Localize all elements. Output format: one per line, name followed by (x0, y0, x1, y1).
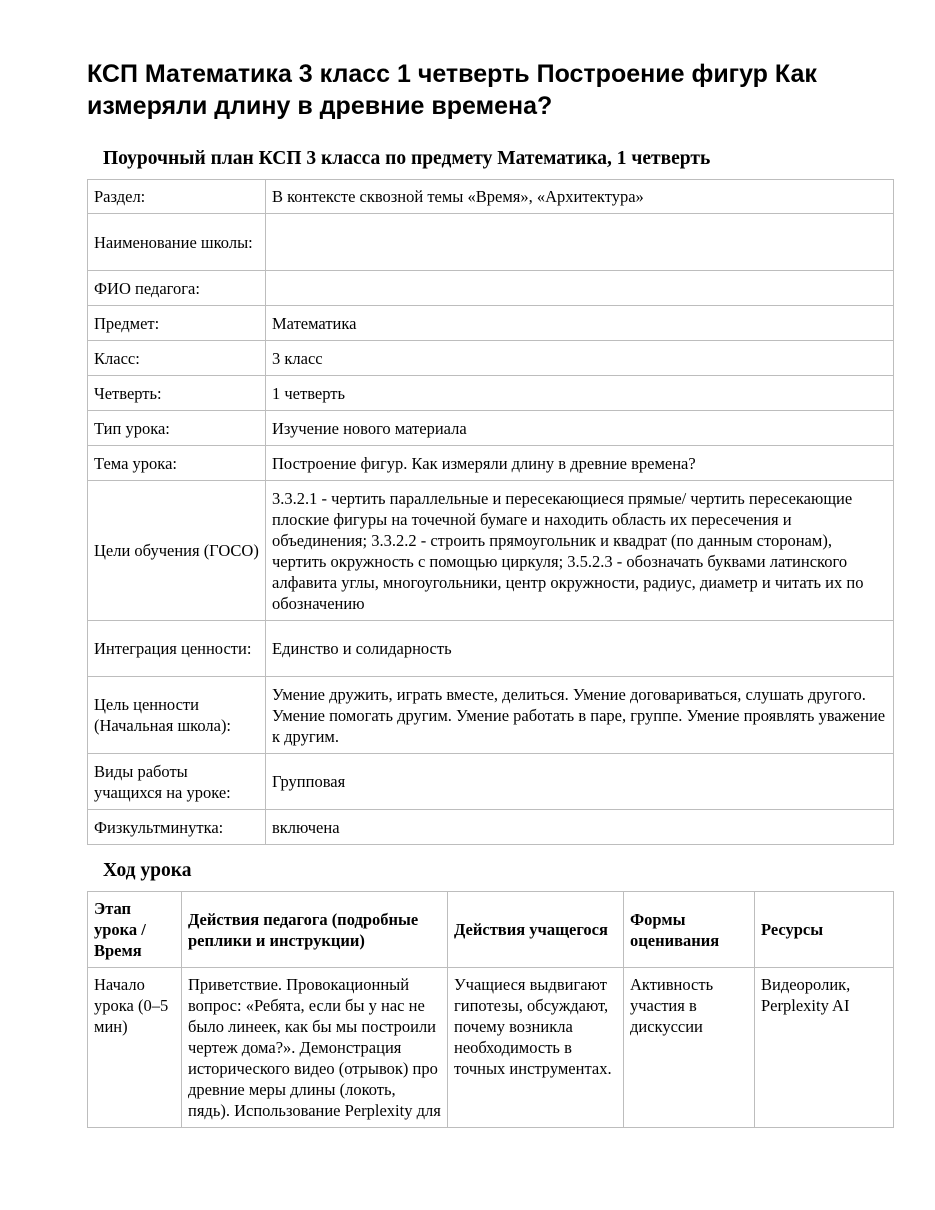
lesson-cell: Приветствие. Провокационный вопрос: «Ребята, если бы у нас не было линеек, как бы мы построили чертеж дома?». Демонстрация исторического видео (отрывок) про древние меры длины (локоть, пядь). Использование Perplexity для (182, 968, 448, 1128)
info-row (88, 677, 894, 754)
info-row (88, 411, 894, 446)
info-value: Математика (266, 306, 894, 341)
lesson-column-header: Формы оценивания (624, 892, 755, 968)
lesson-cell: Активность участия в дискуссии (624, 968, 755, 1128)
info-row (88, 621, 894, 677)
info-label: Цели обучения (ГОСО) (88, 481, 266, 621)
info-value: Умение дружить, играть вместе, делиться. Умение договариваться, слушать другого. Умение помогать другим. Умение работать в паре, группе. Умение проявлять уважение к другим. (266, 677, 894, 754)
info-label: Предмет: (88, 306, 266, 341)
info-label: Цель ценности (Начальная школа): (88, 677, 266, 754)
info-label: Тип урока: (88, 411, 266, 446)
plan-heading-block (87, 147, 893, 179)
info-value: Построение фигур. Как измеряли длину в древние времена? (266, 446, 894, 481)
info-row (88, 214, 894, 271)
plan-heading: Поурочный план КСП 3 класса по предмету Математика, 1 четверть (103, 148, 711, 169)
lesson-cell: Начало урока (0–5 мин) (88, 968, 182, 1128)
info-value (266, 271, 894, 306)
info-row (88, 481, 894, 621)
lesson-column-header: Действия педагога (подробные реплики и инструкции) (182, 892, 448, 968)
info-value (266, 214, 894, 271)
info-label: Четверть: (88, 376, 266, 411)
info-row (88, 754, 894, 810)
lesson-column-header: Действия учащегося (448, 892, 624, 968)
info-value: 3.3.2.1 - чертить параллельные и пересекающиеся прямые/ чертить пересекающие плоские фигуры на точечной бумаге и находить область их пересечения и объединения; 3.3.2.2 - строить прямоугольник и квадрат (по данным сторонам), чертить окружность с помощью циркуля; 3.5.2.3 - обозначать буквами латинского алфавита углы, многоугольники, центр окружности, радиус, диаметр и читать их по обозначению (266, 481, 894, 621)
info-row (88, 306, 894, 341)
info-row (88, 446, 894, 481)
info-label: Тема урока: (88, 446, 266, 481)
info-row (88, 376, 894, 411)
lesson-column-header: Ресурсы (755, 892, 894, 968)
flow-heading: Ход урока (103, 860, 192, 881)
info-label: Наименование школы: (88, 214, 266, 271)
lesson-cell: Учащиеся выдвигают гипотезы, обсуждают, почему возникла необходимость в точных инструментах. (448, 968, 624, 1128)
flow-heading-block (87, 859, 893, 891)
info-row (88, 810, 894, 845)
info-value: Единство и солидарность (266, 621, 894, 677)
info-value: Изучение нового материала (266, 411, 894, 446)
info-value: включена (266, 810, 894, 845)
info-label: Интеграция ценности: (88, 621, 266, 677)
lesson-flow-table (87, 891, 894, 1128)
info-label: Класс: (88, 341, 266, 376)
info-row (88, 341, 894, 376)
lesson-info-table (87, 179, 894, 845)
info-row (88, 271, 894, 306)
lesson-flow-header-row (88, 892, 894, 968)
lesson-row (88, 968, 894, 1128)
page-title: КСП Математика 3 класс 1 четверть Построение фигур Как измеряли длину в древние времена? (87, 60, 817, 120)
info-value: 3 класс (266, 341, 894, 376)
info-label: Раздел: (88, 180, 266, 214)
info-value: Групповая (266, 754, 894, 810)
info-value: В контексте сквозной темы «Время», «Архитектура» (266, 180, 894, 214)
info-value: 1 четверть (266, 376, 894, 411)
info-label: ФИО педагога: (88, 271, 266, 306)
info-row (88, 180, 894, 214)
info-label: Виды работы учащихся на уроке: (88, 754, 266, 810)
document-page (87, 58, 893, 1128)
lesson-cell: Видеоролик, Perplexity AI (755, 968, 894, 1128)
lesson-column-header: Этап урока / Время (88, 892, 182, 968)
info-label: Физкультминутка: (88, 810, 266, 845)
